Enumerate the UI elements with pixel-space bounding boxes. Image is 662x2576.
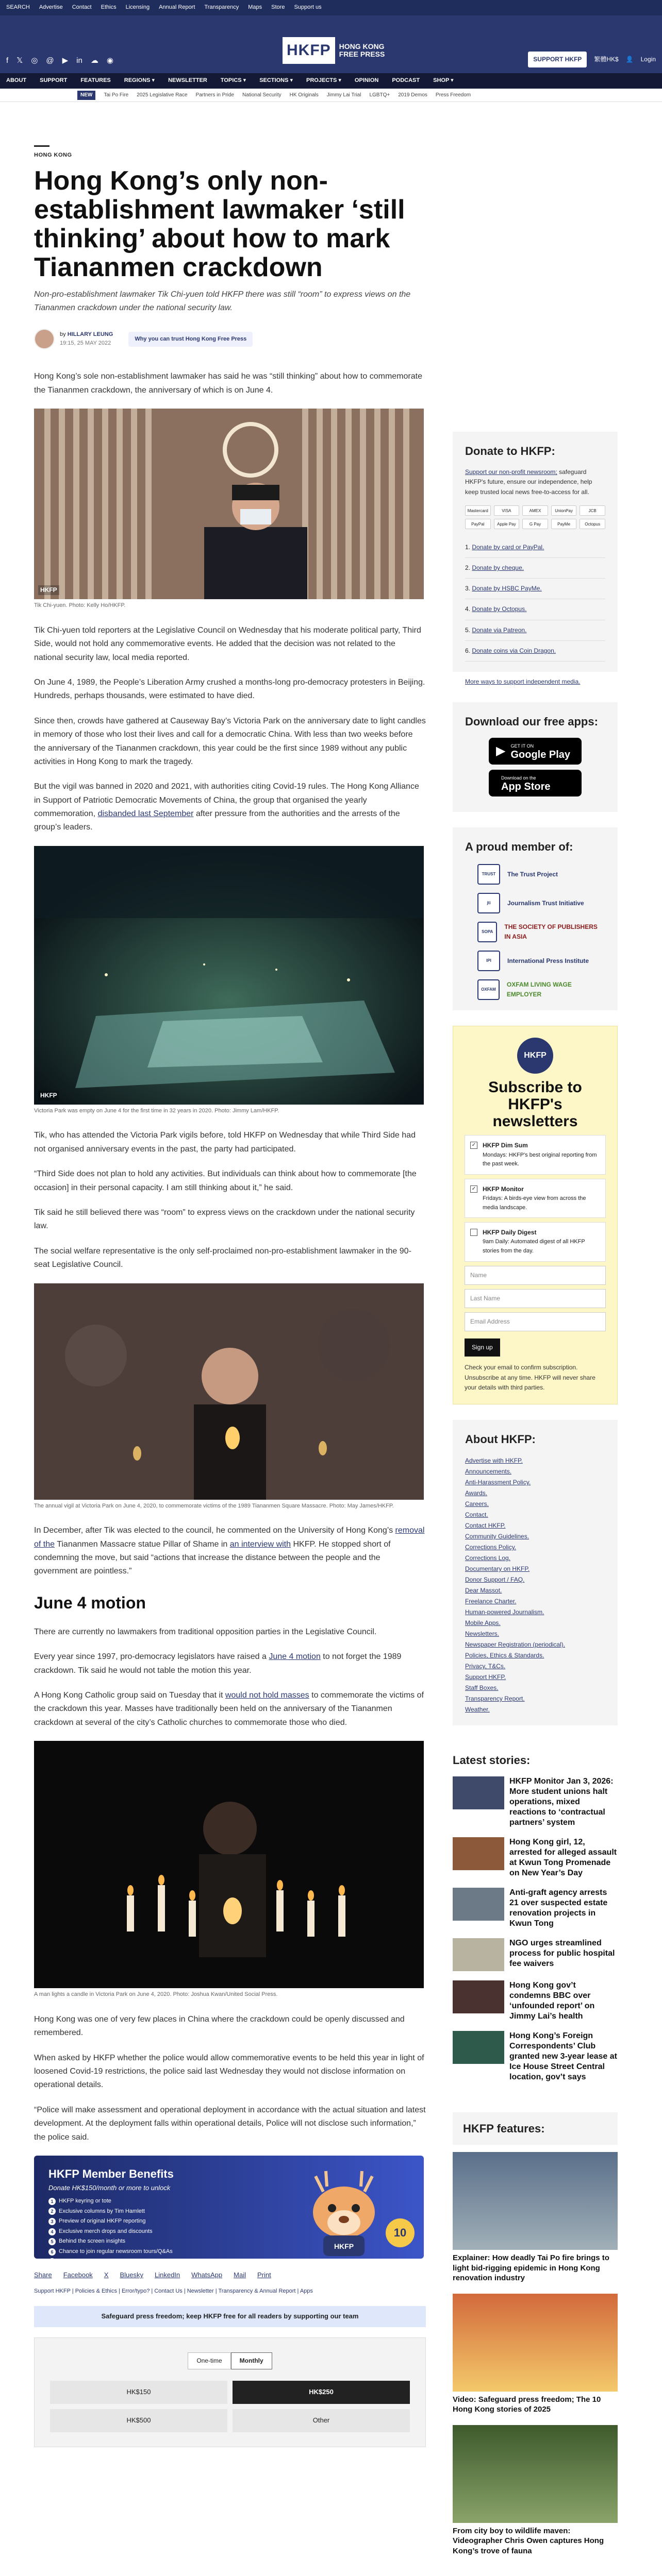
june4-motion-link[interactable]: June 4 motion xyxy=(269,1652,321,1662)
benefit-item: 3 Preview of original HKFP reporting xyxy=(48,2217,409,2226)
trending-item[interactable]: Jimmy Lai Trial xyxy=(326,92,361,98)
google-play-small: GET IT ON xyxy=(510,743,534,749)
photo-candle-image xyxy=(34,1741,424,1988)
topbar-licensing[interactable]: Licensing xyxy=(125,4,150,11)
topbar-contact[interactable]: Contact xyxy=(72,4,92,11)
newsletter-name: HKFP Daily Digest xyxy=(483,1229,537,1236)
donation-method: 6. Donate coins via Coin Dragon. xyxy=(465,641,605,662)
app-store-button[interactable] xyxy=(489,770,582,796)
about-link[interactable]: Newsletters. xyxy=(465,1630,500,1638)
unionpay-icon: UnionPay xyxy=(551,505,577,516)
anniversary-badge: 10 xyxy=(386,2218,415,2247)
about-link[interactable]: Donor Support / FAQ. xyxy=(465,1576,525,1584)
member-org[interactable] xyxy=(477,979,605,1000)
text-run: A Hong Kong Catholic group said on Tuesday that it xyxy=(34,1691,225,1700)
topbar-transparency[interactable]: Transparency xyxy=(204,4,239,11)
login-link[interactable]: Login xyxy=(640,56,656,63)
text-run: to not forget the 1989 crackdown. Tik said he would not table the motion this year. xyxy=(34,1652,402,1675)
footer-policy-links[interactable]: Support HKFP | Policies & Ethics | Error/typo? | Contact Us | Newsletter | Transparency & Annual Report | Apps xyxy=(34,2287,313,2294)
topbar-maps[interactable]: Maps xyxy=(248,4,262,11)
oxfam-icon: OXFAM xyxy=(477,979,500,1000)
google-play-icon: ▶ xyxy=(496,744,506,758)
google-play-button[interactable] xyxy=(489,738,582,765)
publish-date: 19:15, 25 MAY 2022 xyxy=(60,340,111,347)
ipi-icon: IPI xyxy=(477,951,500,971)
freq-one-time[interactable]: One-time xyxy=(188,2352,230,2369)
story-item[interactable] xyxy=(453,1888,618,1929)
youtube-icon[interactable]: ▶ xyxy=(62,56,69,65)
about-link[interactable]: Dear Massot. xyxy=(465,1587,502,1595)
member-org-name: International Press Institute xyxy=(507,957,589,964)
feature-item[interactable] xyxy=(453,2294,618,2415)
site-logo[interactable] xyxy=(283,37,385,64)
donation-widget xyxy=(34,2337,426,2447)
photo-watermark: HKFP xyxy=(38,1091,59,1100)
membership-heading: A proud member of: xyxy=(465,840,573,854)
donate-coin-dragon-link[interactable]: Donate coins via Coin Dragon. xyxy=(472,647,556,654)
article-photo-vigil xyxy=(34,1283,424,1500)
text-run: after pressure from the authorities and the arrests of the group’s leaders. xyxy=(34,809,400,832)
section-heading: June 4 motion xyxy=(34,1593,146,1612)
about-link[interactable]: Transparency Report. xyxy=(465,1695,525,1703)
language-currency-toggle[interactable]: 繁體HK$ xyxy=(594,56,619,63)
threads-icon[interactable]: @ xyxy=(46,56,54,65)
article-standfirst: Non-pro-establishment lawmaker Tik Chi-yuen told HKFP there was still “room” to express views on the Tiananmen crackdown under the national security law. xyxy=(34,290,411,312)
donate-octopus-link[interactable]: Donate by Octopus. xyxy=(472,605,527,613)
newsletter-option[interactable] xyxy=(465,1179,606,1218)
about-links xyxy=(465,1455,605,1715)
author-avatar xyxy=(34,329,55,349)
google-pay-icon: G Pay xyxy=(522,519,548,529)
story-thumbnail xyxy=(453,1837,504,1870)
nav-about[interactable]: ABOUT xyxy=(6,77,27,84)
topbar-support[interactable]: Support us xyxy=(294,4,322,11)
apps-heading: Download our free apps: xyxy=(465,715,598,728)
article-category[interactable]: HONG KONG xyxy=(34,152,72,158)
member-org[interactable] xyxy=(477,922,605,942)
donation-method: 5. Donate via Patreon. xyxy=(465,620,605,641)
about-link[interactable]: Corrections Policy. xyxy=(465,1544,517,1551)
safeguard-strip[interactable]: Safeguard press freedom; keep HKFP free for all readers by supporting our team xyxy=(34,2306,426,2327)
app-store-label: App Store xyxy=(501,781,551,793)
payme-icon: PayMe xyxy=(551,519,577,529)
paragraph: There are currently no lawmakers from traditional opposition parties in the Legislative Council. xyxy=(34,1627,377,1636)
newsletter-desc: 9am Daily: Automated digest of all HKFP stories from the day. xyxy=(483,1239,585,1254)
topbar-ethics[interactable]: Ethics xyxy=(101,4,117,11)
feature-thumbnail xyxy=(453,2425,618,2523)
nav-projects[interactable]: PROJECTS ▾ xyxy=(306,77,341,84)
newsletter-desc: Mondays: HKFP's best original reporting from the past week. xyxy=(483,1151,597,1167)
nav-features[interactable]: FEATURES xyxy=(80,77,111,84)
apps-box xyxy=(453,702,618,812)
trending-item[interactable]: Partners in Pride xyxy=(195,92,235,98)
paragraph: “Police will make assessment and operational deployment in accordance with the actual situation and latest development. At the deployment falls within operational details, Police will not disclose such information,” the police said. xyxy=(34,2105,426,2142)
text-run: HKFP. He stopped short of condemning the move, but said “actions that increase the distance between the people and the government are pointless.” xyxy=(34,1539,391,1576)
user-icon[interactable]: 👤 xyxy=(625,56,634,63)
rss-icon[interactable]: ◉ xyxy=(106,56,113,65)
donate-heading: Donate to HKFP: xyxy=(465,445,555,457)
donation-method: 1. Donate by card or PayPal. xyxy=(465,537,605,558)
paragraph: On June 4, 1989, the People’s Liberation Army crushed a months-long pro-democracy protesters in Beijing. Hundreds, perhaps thousands, were estimated to have died. xyxy=(34,677,425,701)
nav-support[interactable]: SUPPORT xyxy=(40,77,68,84)
feature-thumbnail xyxy=(453,2294,618,2392)
paragraph xyxy=(34,1650,426,1677)
about-link[interactable]: Community Guidelines. xyxy=(465,1533,529,1540)
feature-thumbnail xyxy=(453,2152,618,2250)
amount-option[interactable]: HK$500 xyxy=(50,2409,227,2432)
newsletter-desc: Fridays: A birds-eye view from across the media landscape. xyxy=(483,1195,586,1211)
about-link[interactable]: Awards. xyxy=(465,1489,488,1497)
text-run: safeguard HKFP's future, ensure our independence, help keep trusted local news free-to-access for all. xyxy=(465,468,592,496)
trending-item[interactable]: Tai Po Fire xyxy=(104,92,129,98)
photo-caption: A man lights a candle in Victoria Park on June 4, 2020. Photo: Joshua Kwan/United Social Press. xyxy=(34,1991,278,1998)
amount-option-selected[interactable]: HK$250 xyxy=(233,2381,410,2404)
story-thumbnail xyxy=(453,1776,504,1809)
trust-pill[interactable]: Why you can trust Hong Kong Free Press xyxy=(128,332,253,347)
paragraph: Tik Chi-yuen told reporters at the Legislative Council on Wednesday that his moderate political party, Third Side, would not hold any commemorative events. He added that the decision was not related to the national security law, local media reported. xyxy=(34,625,421,662)
about-link[interactable]: Human-powered Journalism. xyxy=(465,1608,544,1616)
donate-payme-link[interactable]: Donate by HSBC PayMe. xyxy=(472,585,542,592)
checkbox-unchecked[interactable] xyxy=(470,1229,477,1236)
feature-title: Video: Safeguard press freedom; The 10 Hong Kong stories of 2025 xyxy=(453,2395,601,2414)
story-title: HKFP Monitor Jan 3, 2026: More student unions halt operations, mixed reactions to ‘contractual partners’ system xyxy=(509,1777,614,1827)
category-bar xyxy=(34,145,49,147)
share-bar xyxy=(34,2270,426,2281)
member-org[interactable] xyxy=(477,893,605,913)
linkedin-icon[interactable]: in xyxy=(76,56,82,65)
topbar-annual-report[interactable]: Annual Report xyxy=(159,4,195,11)
donate-box xyxy=(453,432,618,672)
story-title: Hong Kong girl, 12, arrested for alleged assault at Kwun Tong Promenade on New Year’s Day xyxy=(509,1838,617,1878)
topbar-store[interactable]: Store xyxy=(271,4,285,11)
author-prefix: by xyxy=(60,331,66,337)
donate-text xyxy=(465,467,605,497)
byline xyxy=(34,329,426,349)
about-link[interactable]: Contact HKFP. xyxy=(465,1522,506,1530)
social-links xyxy=(6,55,113,67)
author-name[interactable]: HILLARY LEUNG xyxy=(67,331,113,337)
article-title: Hong Kong’s only non-establishment lawmaker ‘still thinking’ about how to mark Tiananmen crackdown xyxy=(34,165,405,283)
newsletter-logo: HKFP xyxy=(517,1038,553,1074)
sidebar xyxy=(453,432,618,2566)
newsletter-heading: Subscribe to HKFP's newsletters xyxy=(488,1079,582,1130)
first-name-field[interactable]: Name xyxy=(465,1266,606,1285)
trending-item[interactable]: National Security xyxy=(242,92,282,98)
nav-sections[interactable]: SECTIONS ▾ xyxy=(259,77,293,84)
facebook-icon[interactable]: f xyxy=(6,56,9,65)
visa-icon: VISA xyxy=(494,505,520,516)
octopus-icon: Octopus xyxy=(580,519,605,529)
member-org-name: Journalism Trust Initiative xyxy=(507,899,584,907)
benefit-item: 4 Exclusive merch drops and discounts xyxy=(48,2227,409,2236)
story-title: NGO urges streamlined process for public hospital fee waivers xyxy=(509,1939,615,1969)
photo-caption: The annual vigil at Victoria Park on June 4, 2020, to commemorate victims of the 1989 Tiananmen Square Massacre. Photo: May James/HKFP. xyxy=(34,1502,394,1509)
share-bluesky[interactable]: Bluesky xyxy=(120,2270,143,2279)
benefit-item: 2 Exclusive columns by Tim Hamlett xyxy=(48,2207,409,2216)
last-name-field[interactable]: Last Name xyxy=(465,1289,606,1308)
apple-pay-icon: Apple Pay xyxy=(494,519,520,529)
payment-logos xyxy=(465,505,605,529)
amount-option[interactable]: Other xyxy=(233,2409,410,2432)
story-item[interactable] xyxy=(453,1980,618,2022)
topbar-advertise[interactable]: Advertise xyxy=(39,4,63,11)
paragraph xyxy=(34,780,426,835)
share-print[interactable]: Print xyxy=(257,2270,271,2279)
checkbox-checked[interactable]: ✓ xyxy=(470,1185,477,1193)
new-badge: NEW xyxy=(77,91,95,100)
paragraph: When asked by HKFP whether the police would allow commemorative events to be held this year in light of loosened Covid-19 restrictions, the police said last Wednesday they would not disclose information on operational details. xyxy=(34,2053,424,2090)
about-link[interactable]: Advertise with HKFP. xyxy=(465,1457,523,1465)
story-item[interactable] xyxy=(453,2031,618,2082)
donation-method: 4. Donate by Octopus. xyxy=(465,599,605,620)
trending-item[interactable]: 2025 Legislative Race xyxy=(137,92,188,98)
text-run: But the vigil was banned in 2020 and 2021, with authorities citing Covid-19 rules. The Hong Kong Alliance in Support of Patriotic Democratic Movements of China, the group that organised the yearly commemoration, xyxy=(34,782,419,819)
nav-opinion[interactable]: OPINION xyxy=(354,77,379,84)
story-title: Hong Kong gov’t condemns BBC over ‘unfounded report’ on Jimmy Lai’s health xyxy=(509,1981,595,2021)
about-link[interactable]: Staff Boxes. xyxy=(465,1684,499,1692)
about-link[interactable]: Corrections Log. xyxy=(465,1554,511,1562)
donate-text-link[interactable]: Support our non-profit newsroom; xyxy=(465,468,557,476)
masses-link[interactable]: would not hold masses xyxy=(225,1691,309,1700)
features-box xyxy=(453,2112,618,2556)
member-org[interactable] xyxy=(477,864,605,885)
trending-item[interactable]: LGBTQ+ xyxy=(369,92,390,98)
about-box xyxy=(453,1420,618,1725)
header-actions xyxy=(528,52,656,67)
amount-options xyxy=(50,2381,410,2432)
byline-text xyxy=(60,330,113,348)
trending-item[interactable]: 2019 Demos xyxy=(398,92,427,98)
main-nav xyxy=(0,73,662,89)
share-linkedin[interactable]: LinkedIn xyxy=(155,2270,180,2279)
trending-item[interactable]: HK Originals xyxy=(289,92,319,98)
about-link[interactable]: Documentary on HKFP. xyxy=(465,1565,530,1573)
email-field[interactable]: Email Address xyxy=(465,1312,606,1331)
checkbox-checked[interactable]: ✓ xyxy=(470,1142,477,1149)
photo-watermark: HKFP xyxy=(38,585,59,595)
logo-text-line-1: HONG KONG xyxy=(339,42,385,50)
feature-item[interactable] xyxy=(453,2152,618,2283)
about-link[interactable]: Newspaper Registration (periodical). xyxy=(465,1641,566,1649)
membership-box xyxy=(453,827,618,1010)
article xyxy=(34,145,426,2447)
top-utility-bar xyxy=(0,0,662,15)
newsletter-note: Check your email to confirm subscription. Unsubscribe at any time. HKFP will never share your details with third parties. xyxy=(465,1364,595,1391)
share-x[interactable]: X xyxy=(104,2270,109,2279)
topbar-search[interactable]: SEARCH xyxy=(6,4,30,11)
newsletter-name: HKFP Dim Sum xyxy=(483,1142,528,1149)
logo-text xyxy=(339,43,385,59)
nav-newsletter[interactable]: NEWSLETTER xyxy=(168,77,207,84)
newsletter-option[interactable] xyxy=(465,1222,606,1261)
banner-title: HKFP Member Benefits xyxy=(48,2167,174,2180)
frequency-toggle xyxy=(50,2352,410,2369)
disbanded-link[interactable]: disbanded last September xyxy=(97,809,194,819)
support-hkfp-button[interactable]: SUPPORT HKFP xyxy=(528,52,587,67)
about-link[interactable]: Freelance Charter. xyxy=(465,1598,517,1605)
nav-topics[interactable]: TOPICS ▾ xyxy=(220,77,246,84)
member-org-name: OXFAM LIVING WAGE EMPLOYER xyxy=(506,981,572,998)
share-facebook[interactable]: Facebook xyxy=(63,2270,93,2279)
member-org-name: The Trust Project xyxy=(507,870,558,878)
about-link[interactable]: Contact. xyxy=(465,1511,488,1519)
jcb-icon: JCB xyxy=(580,505,605,516)
logo-mark: HKFP xyxy=(283,37,335,64)
text-run: Every year since 1997, pro-democracy legislators have raised a xyxy=(34,1652,269,1662)
member-org-name: THE SOCIETY OF PUBLISHERS IN ASIA xyxy=(504,923,598,941)
about-link[interactable]: Policies, Ethics & Standards. xyxy=(465,1652,544,1659)
nav-regions[interactable]: REGIONS ▾ xyxy=(124,77,155,84)
bluesky-icon[interactable]: ☁ xyxy=(90,56,98,65)
article-photo-candle xyxy=(34,1741,424,1988)
photo-tik-image xyxy=(34,409,424,599)
share-label: Share xyxy=(34,2270,52,2279)
about-link[interactable]: Mobile Apps. xyxy=(465,1619,501,1627)
photo-caption: Victoria Park was empty on June 4 for the first time in 32 years in 2020. Photo: Jimmy Lam/HKFP. xyxy=(34,1107,279,1114)
logo-text-line-2: FREE PRESS xyxy=(339,50,385,58)
mastercard-icon: Mastercard xyxy=(465,505,491,516)
donation-methods xyxy=(465,537,605,662)
trending-bar xyxy=(0,89,662,102)
benefit-item: 1 HKFP keyring or tote xyxy=(48,2197,409,2206)
share-mail[interactable]: Mail xyxy=(234,2270,246,2279)
signup-button[interactable]: Sign up xyxy=(465,1338,500,1357)
text-run: Tiananmen Massacre statue Pillar of Shame in xyxy=(55,1539,230,1549)
about-link[interactable]: Careers. xyxy=(465,1500,489,1508)
sopa-icon: SOPA xyxy=(477,922,497,942)
story-title: Anti-graft agency arrests 21 over suspected estate renovation projects in Kwun Tong xyxy=(509,1888,608,1928)
about-heading: About HKFP: xyxy=(465,1432,536,1446)
donation-method: 2. Donate by cheque. xyxy=(465,558,605,579)
paragraph: The social welfare representative is the only self-proclaimed non-pro-establishment lawmaker in the 90-seat Legislative Council. xyxy=(34,1246,411,1269)
member-benefits-banner[interactable] xyxy=(34,2156,424,2259)
paragraph: Since then, crowds have gathered at Causeway Bay’s Victoria Park on the anniversary date to light candles in memory of those who lost their lives and call for a democratic China. With less than two weeks before the anniversary of the Tiananmen crackdown, this year could be the first since 1989 without any public activities in Hong Kong to mark the tragedy. xyxy=(34,716,426,766)
about-link[interactable]: Privacy, T&Cs. xyxy=(465,1663,506,1670)
paragraph xyxy=(34,1689,426,1730)
share-whatsapp[interactable]: WhatsApp xyxy=(191,2270,223,2279)
paragraph: Tik, who has attended the Victoria Park vigils before, told HKFP on Wednesday that while Third Side had not organised anniversary events in the past, the party had participated. xyxy=(34,1131,416,1154)
donate-patreon-link[interactable]: Donate via Patreon. xyxy=(472,626,527,634)
donate-cheque-link[interactable]: Donate by cheque. xyxy=(472,564,524,571)
story-item[interactable] xyxy=(453,1837,618,1878)
story-title: Hong Kong’s Foreign Correspondents’ Club granted new 3-year lease at Ice House Street Central location, gov’t says xyxy=(509,2031,617,2082)
trending-item[interactable]: Press Freedom xyxy=(435,92,471,98)
amex-icon: AMEX xyxy=(522,505,548,516)
benefit-item: 6 Chance to join regular newsroom tours/Q&As xyxy=(48,2247,409,2257)
donate-card-link[interactable]: Donate by card or PayPal. xyxy=(472,543,544,551)
about-link[interactable]: Support HKFP. xyxy=(465,1673,506,1681)
donation-method: 3. Donate by HSBC PayMe. xyxy=(465,579,605,599)
amount-option[interactable]: HK$150 xyxy=(50,2381,227,2404)
story-item[interactable] xyxy=(453,1938,618,1971)
google-play-label: Google Play xyxy=(510,749,571,761)
deer-mascot-illustration xyxy=(295,2166,393,2259)
newsletter-option[interactable] xyxy=(465,1135,606,1174)
paragraph: “Third Side does not plan to hold any activities. But individuals can think about how to commemorate [the occasion] in their personal capacity. I am still thinking about it,” he said. xyxy=(34,1170,417,1192)
text-run: In December, after Tik was elected to the council, he commented on the University of Hong Kong’s xyxy=(34,1526,395,1535)
paypal-icon: PayPal xyxy=(465,519,491,529)
more-ways-link[interactable]: More ways to support independent media. xyxy=(465,677,581,685)
story-item[interactable] xyxy=(453,1776,618,1828)
about-link[interactable]: Announcements. xyxy=(465,1468,512,1476)
banner-subtitle: Donate HK$150/month or more to unlock xyxy=(48,2184,171,2192)
article-photo-victoria-park xyxy=(34,846,424,1105)
paragraph: Hong Kong was one of very few places in China where the crackdown could be openly discussed and remembered. xyxy=(34,2014,405,2038)
jti-icon: jti xyxy=(477,893,500,913)
instagram-icon[interactable]: ◎ xyxy=(31,56,38,65)
photo-victoria-park-image xyxy=(34,846,424,1105)
text-run: to commemorate the victims of the crackdown this year. Masses have traditionally been held on the anniversary of the Tiananmen crackdown at several of the city’s Catholic churches to commemorate those who died. xyxy=(34,1691,424,1727)
nav-shop[interactable]: SHOP ▾ xyxy=(433,77,454,84)
feature-item[interactable] xyxy=(453,2425,618,2556)
interview-link[interactable]: an interview with xyxy=(229,1539,291,1549)
paragraph: Hong Kong’s sole non-establishment lawmaker has said he was “still thinking” about how to commemorate the Tiananmen crackdown, the anniversary of which is on June 4. xyxy=(34,372,422,395)
about-link[interactable]: Anti-Harassment Policy. xyxy=(465,1479,531,1486)
features-heading: HKFP features: xyxy=(453,2112,618,2145)
pillar-of-shame-link[interactable]: removal of the xyxy=(34,1526,425,1549)
feature-title: From city boy to wildlife maven: Videographer Chris Owen captures Hong Kong’s trove of fauna xyxy=(453,2526,604,2555)
about-link[interactable]: Weather. xyxy=(465,1706,490,1714)
paragraph: Tik said he still believed there was “room” to express views on the crackdown under the national security law. xyxy=(34,1208,415,1231)
photo-vigil-image xyxy=(34,1283,424,1500)
app-store-small: Download on the xyxy=(501,775,536,781)
nav-podcast[interactable]: PODCAST xyxy=(392,77,420,84)
latest-heading: Latest stories: xyxy=(453,1754,531,1767)
x-icon[interactable]: 𝕏 xyxy=(16,56,23,65)
newsletter-signup xyxy=(453,1026,618,1404)
photo-caption: Tik Chi-yuen. Photo: Kelly Ho/HKFP. xyxy=(34,602,126,609)
member-org[interactable] xyxy=(477,951,605,971)
trust-project-icon: TRUST xyxy=(477,864,500,885)
site-header xyxy=(0,15,662,73)
story-thumbnail xyxy=(453,2031,504,2064)
story-thumbnail xyxy=(453,1888,504,1921)
mascot-label: HKFP xyxy=(334,2242,354,2250)
feature-title: Explainer: How deadly Tai Po fire brings to light bid-rigging epidemic in Hong Kong renovation industry xyxy=(453,2253,609,2283)
paragraph xyxy=(34,1524,426,1579)
story-thumbnail xyxy=(453,1980,504,2013)
benefit-item: 5 Behind the screen insights xyxy=(48,2237,409,2246)
story-thumbnail xyxy=(453,1938,504,1971)
article-photo-tik xyxy=(34,409,424,599)
latest-stories xyxy=(453,1741,618,2102)
newsletter-name: HKFP Monitor xyxy=(483,1185,524,1193)
freq-monthly[interactable]: Monthly xyxy=(231,2352,272,2369)
